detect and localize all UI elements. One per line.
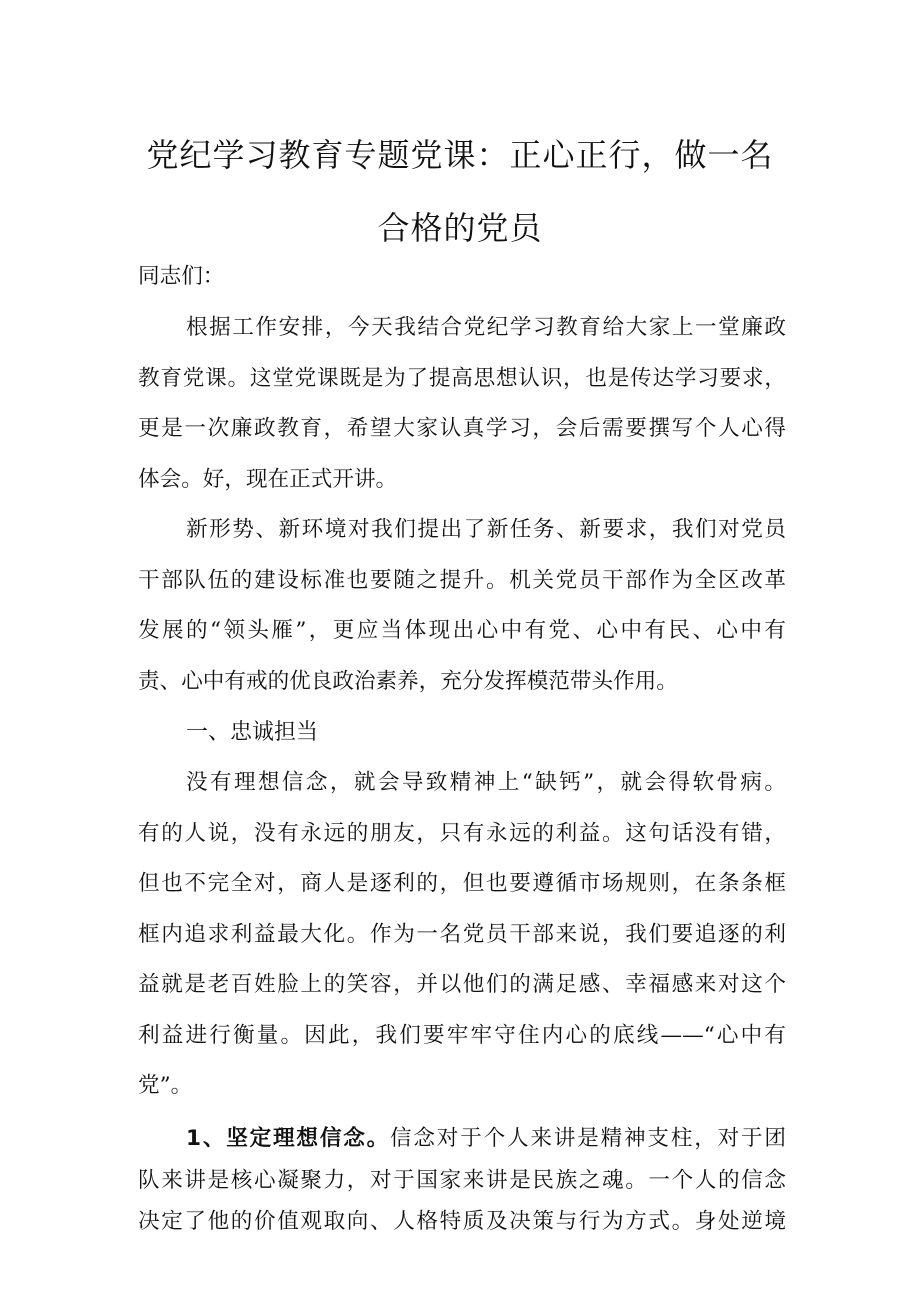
paragraph-3-line: 有的人说，没有永远的朋友，只有永远的利益。这句话没有错， [138, 821, 786, 846]
paragraph-3-line: 利益进行衡量。因此，我们要牢牢守住内心的底线——“心中有 [138, 1023, 786, 1048]
paragraph-3-line: 但也不完全对，商人是逐利的，但也要遵循市场规则，在条条框 [138, 871, 786, 896]
paragraph-1-line: 体会。好，现在正式开讲。 [138, 467, 398, 492]
paragraph-4-text: 信念对于个人来讲是精神支柱，对于团 [390, 1126, 786, 1151]
paragraph-4-line: 决定了他的价值观取向、人格特质及决策与行为方式。身处逆境 [138, 1209, 786, 1234]
paragraph-1-line: 更是一次廉政教育，希望大家认真学习，会后需要撰写个人心得 [138, 416, 786, 441]
paragraph-2-line: 发展的“领头雁”，更应当体现出心中有党、心中有民、心中有 [138, 618, 786, 643]
greeting: 同志们： [138, 264, 225, 289]
paragraph-1-line: 教育党课。这堂党课既是为了提高思想认识，也是传达学习要求， [138, 366, 786, 391]
paragraph-2-line: 干部队伍的建设标准也要随之提升。机关党员干部作为全区改革 [138, 568, 786, 593]
paragraph-4-line [186, 1124, 786, 1154]
paragraph-2-line: 新形势、新环境对我们提出了新任务、新要求，我们对党员 [186, 517, 786, 542]
paragraph-4-lead: 1、坚定理想信念。 [186, 1126, 391, 1151]
document-title-line-1: 党纪学习教育专题党课：正心正行，做一名 [146, 136, 774, 174]
paragraph-4-line: 队来讲是核心凝聚力，对于国家来讲是民族之魂。一个人的信念 [138, 1168, 786, 1193]
paragraph-2-line: 责、心中有戒的优良政治素养，充分发挥模范带头作用。 [138, 669, 678, 694]
paragraph-3-line: 框内追求利益最大化。作为一名党员干部来说，我们要追逐的利 [138, 922, 786, 947]
document-title-line-2: 合格的党员 [377, 209, 543, 247]
paragraph-3-line: 没有理想信念，就会导致精神上“缺钙”，就会得软骨病。 [186, 770, 786, 795]
paragraph-1-line: 根据工作安排，今天我结合党纪学习教育给大家上一堂廉政 [186, 315, 786, 340]
paragraph-3-line: 党”。 [138, 1073, 193, 1098]
section-heading: 一、忠诚担当 [186, 720, 319, 745]
paragraph-3-line: 益就是老百姓脸上的笑容，并以他们的满足感、幸福感来对这个 [138, 972, 786, 997]
